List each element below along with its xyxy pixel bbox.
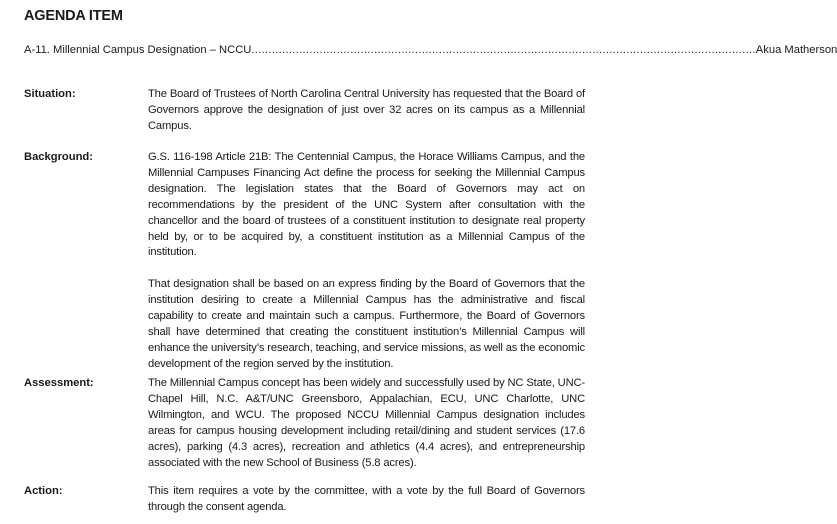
section-body <box>148 484 585 516</box>
paragraph: The Millennial Campus concept has been widely and successfully used by NC State, UNC-Chapel Hill, N.C. A&T/UNC Greensboro, Appalachian, ECU, UNC Charlotte, UNC Wilmington, and WCU. The proposed NCCU Millennial Campus designation includes areas for campus housing development including retail/dining and student services (17.6 acres), parking (4.3 acres), recreation and athletics (4.4 acres), and entrepreneurship associated with the new School of Business (5.8 acres). <box>148 377 585 469</box>
paragraph: G.S. 116-198 Article 21B: The Centennial Campus, the Horace Williams Campus, and the Millennial Campuses Financing Act define the process for seeking the Millennial Campus designation. The legislation states that the Board of Governors may act on recommendations by the president of the UNC System after consultation with the chancellor and the board of trustees of a constituent institution to designate real property held by, or to be acquired by, a constituent institution as a Millennial Campus of the institution. <box>148 151 585 259</box>
section-label: Action: <box>24 485 63 497</box>
section-action <box>24 484 586 516</box>
agenda-item-title: A-11. Millennial Campus Designation – NCCU <box>24 44 252 56</box>
section-body <box>148 150 585 373</box>
paragraph: This item requires a vote by the committee, with a vote by the full Board of Governors through the consent agenda. <box>148 485 585 513</box>
leader-dots: .................................................................................................................................................... <box>251 44 756 56</box>
paragraph: The Board of Trustees of North Carolina Central University has requested that the Board of Governors approve the designation of just over 32 acres on its campus as a Millennial Campus. <box>148 88 585 132</box>
page-heading: AGENDA ITEM <box>24 8 123 24</box>
section-label: Background: <box>24 151 93 163</box>
section-label: Assessment: <box>24 377 94 389</box>
section-assessment <box>24 376 586 471</box>
agenda-item-title-line <box>24 44 837 56</box>
section-body <box>148 376 585 471</box>
section-situation <box>24 87 586 135</box>
section-body <box>148 87 585 135</box>
paragraph: That designation shall be based on an express finding by the Board of Governors that the institution desiring to create a Millennial Campus has the administrative and fiscal capability to create and maintain such a campus. Furthermore, the Board of Governors shall have determined that creating the constituent institution’s Millennial Campus will enhance the university’s research, teaching, and service missions, as well as the economic development of the region served by the institution. <box>148 278 585 370</box>
section-label: Situation: <box>24 88 76 100</box>
presenter-name: Akua Matherson <box>755 44 837 56</box>
section-background <box>24 150 586 373</box>
